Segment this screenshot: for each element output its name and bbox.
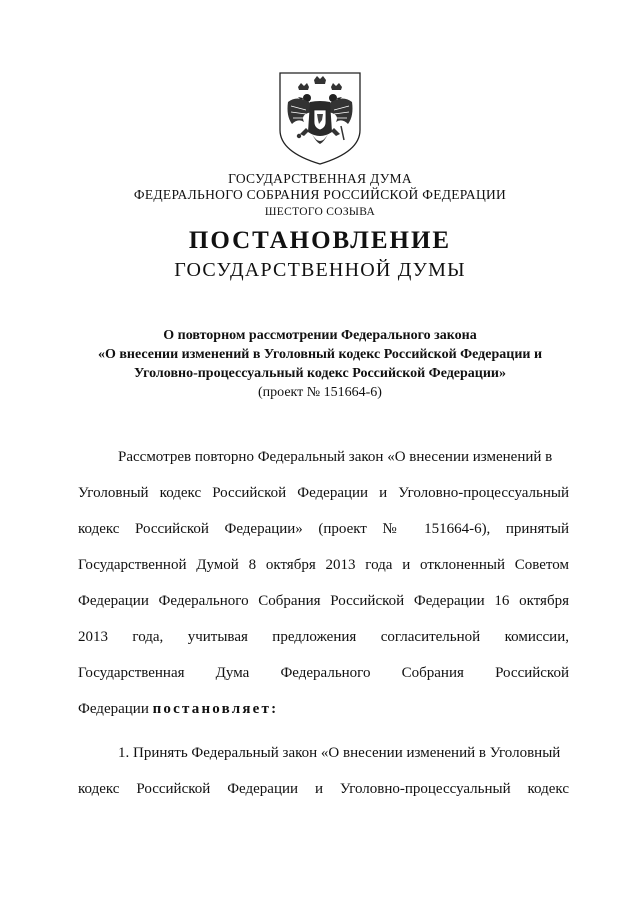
document-title: ПОСТАНОВЛЕНИЕ bbox=[188, 227, 452, 254]
document-subtitle: ГОСУДАРСТВЕННОЙ ДУМЫ bbox=[174, 259, 466, 281]
subject-block bbox=[0, 326, 640, 402]
subject-line-2: «О внесении изменений в Уголовный кодекс Российской Федерации и bbox=[97, 347, 543, 362]
coat-of-arms-emblem bbox=[276, 70, 364, 166]
clause-1-line-1: 1. Принять Федеральный закон «О внесении изменений в Уголовный bbox=[118, 745, 561, 761]
subject-line-1: О повторном рассмотрении Федерального закона bbox=[163, 328, 477, 343]
body-line-8 bbox=[78, 699, 569, 719]
body-line-7: Государственная Дума Федерального Собрания Российской bbox=[78, 665, 569, 681]
project-number: (проект № 151664-6) bbox=[258, 385, 382, 400]
clause-1-line-2: кодекс Российской Федерации и Уголовно-процессуальный кодекс bbox=[78, 781, 569, 797]
header-line-federal-assembly: ФЕДЕРАЛЬНОГО СОБРАНИЯ РОССИЙСКОЙ ФЕДЕРАЦИИ bbox=[133, 187, 507, 202]
body-line-5: Федерации Федерального Собрания Российской Федерации 16 октября bbox=[78, 593, 569, 609]
body-line-1: Рассмотрев повторно Федеральный закон «О внесении изменений в bbox=[118, 449, 553, 465]
header-line-duma: ГОСУДАРСТВЕННАЯ ДУМА bbox=[228, 171, 412, 186]
body-line-3: кодекс Российской Федерации» (проект № 151664-6), принятый bbox=[78, 521, 569, 537]
body-line-6: 2013 года, учитывая предложения согласительной комиссии, bbox=[78, 629, 569, 645]
resolves-keyword: постановляет: bbox=[152, 701, 279, 717]
header-line-convocation: ШЕСТОГО СОЗЫВА bbox=[264, 206, 376, 218]
body-line-4: Государственной Думой 8 октября 2013 года и отклоненный Советом bbox=[78, 557, 569, 573]
subject-line-3: Уголовно-процессуальный кодекс Российской Федерации» bbox=[133, 366, 507, 381]
body-line-2: Уголовный кодекс Российской Федерации и Уголовно-процессуальный bbox=[78, 485, 569, 501]
body-line-8-start: Федерации bbox=[78, 701, 153, 717]
